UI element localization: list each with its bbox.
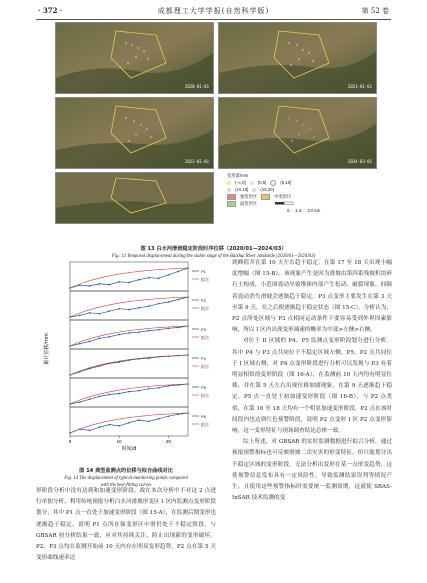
data-point — [148, 277, 150, 279]
x-tick-label: 20 — [165, 439, 171, 444]
zone-swatch — [261, 194, 270, 200]
data-point — [158, 329, 160, 331]
figure-14 — [38, 258, 216, 470]
paragraph: 形阶段分析中没有达到和加速变形阶段。故在本次分析中不对这 2 点进行单独分析。利用传统预报分析白水河滑坡形变区 I 区内监测点变形阶段划分，其中 P1 点一直处于加速变形阶段（图 15-A），在监测后期变形也逐渐趋于稳定，说明 P1 点所在强变形区中滑仍处于不稳定阶段，与 GBSAR 初分析结果一致，应对其持续关注，防止出现新的变形破坏。P2、P3 点均在监测开始前 10 天内存在明显变形趋势，P2 点在第 5 天变形曲线速率达 — [36, 488, 216, 562]
panel-frame — [70, 378, 188, 407]
panel-frame — [70, 407, 188, 436]
left-column-text — [36, 486, 216, 564]
data-point — [99, 426, 101, 428]
fit-line-P2 — [70, 297, 188, 317]
fig13-caption-en: Fig. 13 Temporal displacement during the stable stage of the Baishui River landslide (2020/01—2024/03) — [111, 254, 316, 259]
data-point — [118, 361, 120, 363]
legend-label: P2 — [201, 298, 206, 303]
legend-swatch — [270, 180, 276, 186]
fig13-caption-zh: 图 13 白水河滑坡稳定阶段时序位移（2020/01—2024/03） — [140, 246, 287, 252]
legend-label: P1 — [201, 269, 206, 274]
paragraph: 到峰值并在第 10 天左右趋于稳定。在第 17 至 18 天出现小幅度增幅（图 15-B）。该现象产生是因为滑坡由第四系残坡积块碎石土构成，小范围震动导致堆体内部产生松动、破裂现象，间隔着震动消失滑坡会逐渐趋于稳定。P3 点变形主要发生在第 3 天至第 9 天，在之后便逐渐趋于稳定状态（图 15-C）。分析认为，P2 点所处区域与 P3 点相同运动条件下要容易受到外界因素影响，所以 I 区内出现变形减速的概率为中部>左侧>右侧。 — [232, 260, 392, 334]
data-point — [118, 308, 120, 310]
zone-label: 弱变形区 — [240, 201, 258, 206]
legend-label: 拟合 — [201, 364, 209, 369]
data-point — [79, 315, 81, 317]
volume-label: 第 52 卷 — [361, 7, 389, 15]
data-point — [168, 328, 170, 330]
x-tick-label: 10 — [116, 439, 122, 444]
sat-date-3: 2022-01-01 — [184, 159, 209, 164]
sat-image-4 — [219, 98, 376, 168]
data-point — [118, 425, 120, 427]
data-point — [89, 398, 91, 400]
fig14-chart — [38, 258, 216, 468]
data-point — [79, 343, 81, 345]
series-line-P2 — [70, 297, 188, 317]
scale-label-0: 0 — [287, 208, 290, 213]
data-point — [148, 330, 150, 332]
sat-image-5 — [56, 173, 213, 223]
legend-title: 变形量/mm — [227, 173, 249, 178]
data-point — [158, 418, 160, 420]
data-point — [177, 299, 179, 301]
fit-line-P3 — [70, 326, 188, 346]
legend-label: 拟合 — [201, 277, 209, 282]
sat-panel-4 — [218, 97, 377, 169]
paragraph: 综上所述，对 GBSAR 的实时监测数据进行拟合分析，通过预报预警指标也可反映滑坡二次灾害的形变特征，但只能划分出不稳定区域的变形阶段，无法分析出变形在某一点形变趋势，这使预警信息发布具有一定风险性，导致监测结果误判等情况产生。且使用这些预警指标时需要统一监测周期，这就使 SBAS-InSAR 技术监测的变 — [232, 439, 392, 502]
data-point — [138, 390, 140, 392]
series-line-P1 — [70, 268, 188, 288]
sat-panel-5 — [55, 172, 214, 224]
legend-label: P5 — [201, 385, 206, 390]
data-point — [79, 401, 81, 403]
legend-label: (10,15] — [235, 187, 249, 192]
data-point — [138, 307, 140, 309]
legend-label: 拟合 — [201, 393, 209, 398]
sat-panel-3 — [55, 97, 214, 169]
zone-swatch — [227, 201, 236, 207]
page-number: · 372 · — [38, 6, 63, 15]
legend-label: 拟合 — [201, 306, 209, 311]
series-line-P5 — [70, 384, 188, 404]
legend-label: (15,20] — [260, 187, 274, 192]
data-point — [138, 419, 140, 421]
legend-label: 拟合 — [201, 335, 209, 340]
data-point — [128, 422, 130, 424]
data-point — [109, 394, 111, 396]
zone-swatch — [227, 194, 236, 200]
sat-image-3 — [56, 98, 213, 168]
panel-frame — [70, 291, 188, 320]
sat-date-2: 2021-01-01 — [347, 84, 372, 89]
data-point — [168, 274, 170, 276]
data-point — [138, 331, 140, 333]
header-rule — [36, 19, 391, 20]
x-tick-label: 0 — [68, 439, 72, 444]
legend-label: (0,5] — [257, 180, 267, 185]
data-point — [177, 271, 179, 273]
fig13-legend — [227, 172, 320, 214]
data-point — [168, 385, 170, 387]
zone-label: 中变形区 — [274, 194, 292, 199]
data-point — [99, 396, 101, 398]
data-point — [158, 278, 160, 280]
data-point — [89, 430, 91, 432]
scale-bar-graphic — [275, 201, 303, 206]
data-point — [128, 309, 130, 311]
paragraph: 对位于 II 区域的 P4、P5 监测点变形阶段划分进行分析。其中 P4 与 P3 点共同位于不稳定区域左侧，P5、P2 点共同位于 I 区域右侧，对 P4 点变形阶段进行分析可以发现与 P3 有着明显相似的变形阶段（图 16-A），在监测前 10 天内均有明显位移，并在第 5 天左右出现位移加剧现象，在第 9 天逐渐趋于稳定。P5 点一直处于初加速变形阶段（图 16-B），与 P2 点类似，在第 16 至 18 天均有一个明显加速变形阶段，P2 点在该时间段内也达到红色预警阶段，说明 P2 点变形 I 区 P2 点变形影响，这一变形特征与现场调查结论总体一致。 — [232, 338, 392, 435]
sat-panel-1 — [55, 22, 214, 94]
legend-swatch — [227, 188, 231, 192]
data-point — [118, 334, 120, 336]
data-point — [99, 283, 101, 285]
series-line-P4 — [70, 355, 188, 375]
sat-date-4: 2024-03-01 — [347, 159, 372, 164]
right-column-text — [232, 258, 392, 504]
data-point — [89, 341, 91, 343]
sat-panel-2 — [218, 22, 377, 94]
legend-label: P6 — [201, 414, 206, 419]
fig14-caption-en2: with the best-fitting curves — [100, 483, 152, 488]
data-point — [109, 424, 111, 426]
data-point — [148, 305, 150, 307]
data-point — [138, 279, 140, 281]
legend-label: P4 — [201, 356, 206, 361]
x-axis-label: 时间/d — [121, 446, 137, 452]
scale-bar — [275, 201, 303, 206]
data-point — [158, 387, 160, 389]
data-point — [148, 388, 150, 390]
scale-label-1: 1.5 — [295, 208, 302, 213]
data-point — [109, 284, 111, 286]
legend-label: (-∞,0] — [235, 180, 246, 185]
data-point — [109, 336, 111, 338]
panel-frame — [70, 320, 188, 349]
running-header — [38, 6, 389, 17]
data-point — [99, 338, 101, 340]
data-point — [128, 391, 130, 393]
data-point — [79, 284, 81, 286]
fig14-caption-zh: 图 14 典型监测点的位移与拟合曲线对比 — [79, 468, 173, 474]
legend-label: P3 — [201, 327, 206, 332]
fit-line-P1 — [70, 268, 188, 288]
data-point — [128, 332, 130, 334]
legend-swatch — [252, 188, 256, 192]
data-point — [118, 281, 120, 283]
data-point — [89, 312, 91, 314]
data-point — [148, 421, 150, 423]
series-line-P3 — [70, 326, 188, 346]
data-point — [89, 285, 91, 287]
fit-line-P4 — [70, 355, 188, 375]
scale-label-2: 3.0 km — [307, 208, 321, 213]
panel-frame — [70, 349, 188, 378]
sat-date-1: 2020-01-01 — [184, 84, 209, 89]
legend-swatch — [250, 181, 254, 185]
data-point — [118, 393, 120, 395]
fit-line-P5 — [70, 384, 188, 404]
data-point — [109, 310, 111, 312]
data-point — [177, 327, 179, 329]
data-point — [168, 415, 170, 417]
data-point — [99, 313, 101, 315]
data-point — [128, 282, 130, 284]
data-point — [168, 301, 170, 303]
figure-13 — [55, 22, 375, 244]
zone-label: 强变形区 — [240, 194, 258, 199]
journal-title: 成都理工大学学报(自然科学版) — [157, 7, 270, 15]
sat-image-1 — [56, 23, 213, 93]
y-axis-label: 累计位移/mm — [44, 333, 50, 365]
fig14-caption-en1: Fig. 14 The displacement of typical monitoring points compared — [64, 476, 188, 481]
sat-image-2 — [219, 23, 376, 93]
legend-label: 拟合 — [201, 422, 209, 427]
data-point — [158, 303, 160, 305]
panel-frame — [70, 262, 188, 291]
legend-label: (5,10] — [280, 180, 292, 185]
legend-swatch — [227, 181, 231, 185]
